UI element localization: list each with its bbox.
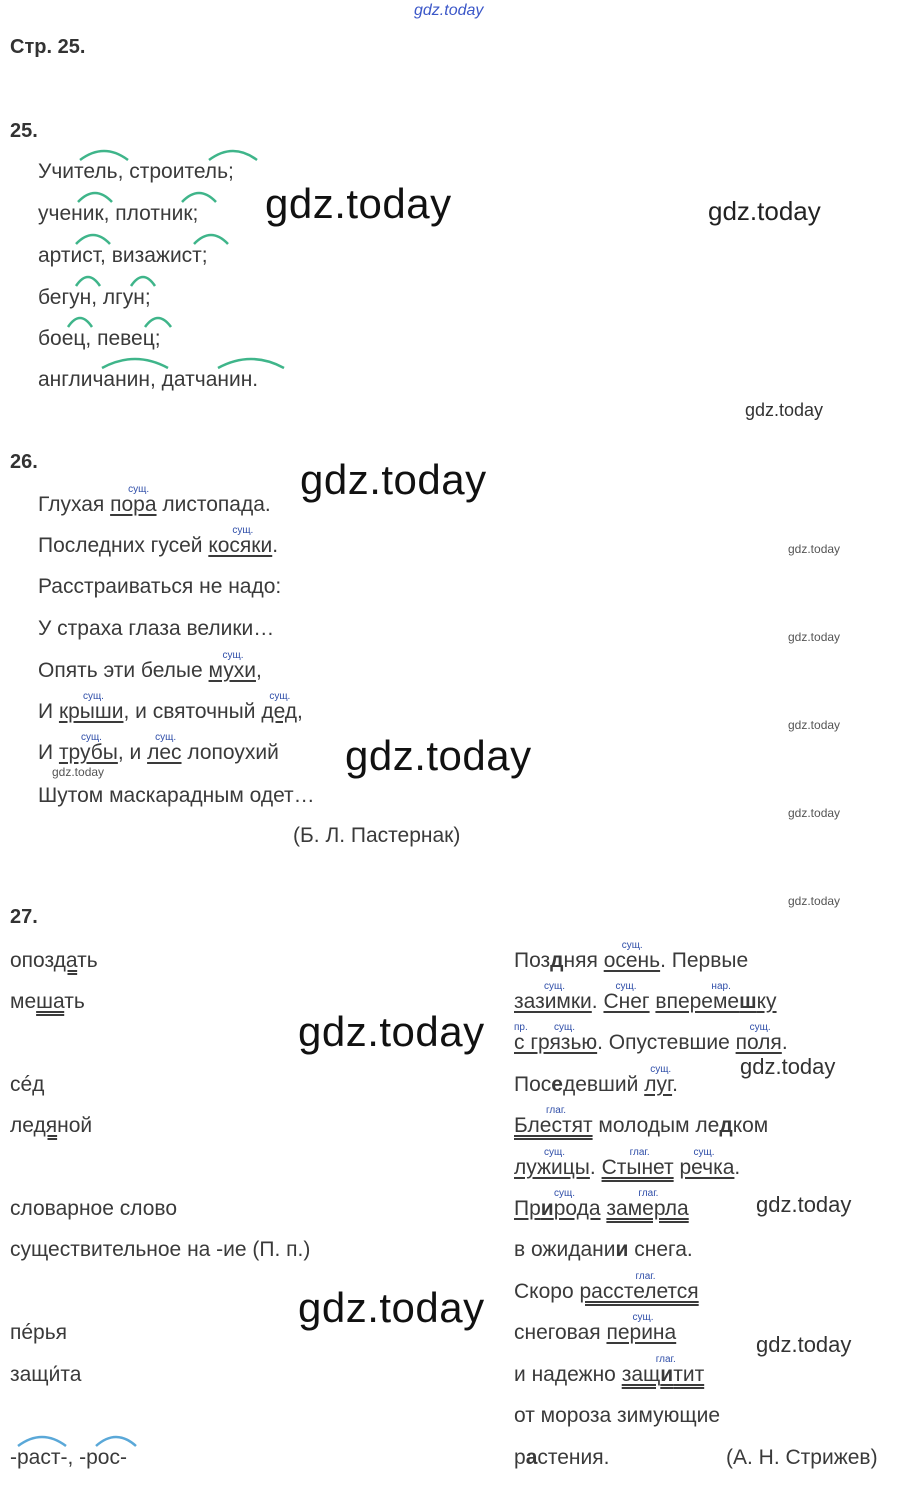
noun-tag: сущ. [621, 940, 643, 951]
text: и надежно [514, 1363, 622, 1386]
marked-letters: да [53, 949, 78, 972]
word: с грязью [514, 1031, 598, 1054]
text: . [672, 1073, 678, 1096]
noun-word [606, 1312, 677, 1344]
noun-word [514, 1147, 590, 1179]
bold-letter: д [719, 1114, 733, 1137]
noun-tag: сущ. [554, 1022, 576, 1033]
text: , и святочный [123, 700, 262, 723]
word: Блестят [514, 1114, 593, 1137]
poem-line: У страха глаза велики… [38, 617, 275, 640]
author: (А. Н. Стрижев) [726, 1446, 878, 1469]
noun-word [58, 732, 118, 764]
top-watermark: gdz.today [414, 2, 484, 19]
ex25-line: ученик, плотник; [38, 202, 199, 225]
suffix-arc-mark [207, 146, 259, 162]
adverb-tag: нар. [711, 981, 731, 992]
bold-letter: а [525, 1446, 538, 1469]
text-line [514, 1188, 689, 1223]
exercise-number: 26. [10, 451, 38, 473]
suffix-arc-mark [100, 354, 170, 370]
watermark: gdz.today [345, 732, 532, 779]
suffix-arc-mark [143, 313, 173, 329]
watermark: gdz.today [745, 400, 824, 420]
text: опоз [10, 949, 54, 972]
poem-line: Шутом маскарадным одет… [38, 784, 315, 807]
text: ной [57, 1114, 93, 1137]
text-line [514, 940, 749, 975]
prep-noun-phrase [514, 1022, 598, 1054]
noun-tag: сущ. [269, 691, 291, 702]
exercise-number: 25. [10, 120, 38, 142]
text: ком [732, 1114, 769, 1137]
verb-tag: глаг. [635, 1271, 656, 1282]
verb-word [514, 1105, 593, 1137]
watermark: gdz.today [788, 718, 841, 732]
note: словарное слово [10, 1197, 178, 1220]
noun-tag: сущ. [650, 1064, 672, 1075]
noun-word [110, 484, 157, 516]
suffix-arc-mark [192, 230, 230, 246]
text: , [255, 659, 262, 682]
poem-line [38, 732, 279, 767]
text-line [514, 1064, 678, 1099]
text: . [734, 1156, 741, 1179]
word: Стынет [601, 1156, 674, 1179]
noun-word [679, 1147, 735, 1179]
note: существительное на -ие (П. п.) [10, 1238, 311, 1261]
noun-word [514, 1188, 601, 1220]
noun-tag: сущ. [615, 981, 637, 992]
word: трубы [58, 741, 118, 764]
root-arc-mark [94, 1432, 138, 1448]
suffix-arc-mark [66, 313, 94, 329]
verb-tag: глаг. [655, 1354, 676, 1365]
watermark: gdz.today [298, 1284, 485, 1331]
vocab-word [10, 988, 85, 1016]
noun-tag: сущ. [222, 650, 244, 661]
suffix-arc-mark [74, 230, 112, 246]
text-line [514, 1354, 705, 1389]
watermark: gdz.today [300, 456, 487, 503]
root-pair: -раст-, -рос- [10, 1446, 127, 1469]
suffix-arc-mark [74, 272, 102, 288]
verb-word [606, 1188, 689, 1220]
noun-word [514, 981, 592, 1013]
word: осень [603, 949, 661, 972]
text: Опять эти белые [38, 659, 209, 682]
text: стения. [537, 1446, 610, 1469]
text: Поз [514, 949, 551, 972]
text: И [38, 700, 59, 723]
suffix-arc-mark [129, 272, 157, 288]
text: Глухая [38, 493, 111, 516]
word: крыши [58, 700, 124, 723]
text-line [514, 981, 777, 1016]
text: , [297, 700, 303, 723]
text: снеговая [514, 1321, 607, 1344]
text: . Первые [660, 949, 749, 972]
verb-tag: глаг. [638, 1188, 659, 1199]
text: молодым ле [592, 1114, 720, 1137]
text-line [514, 1444, 609, 1472]
author: (Б. Л. Пастернак) [293, 824, 461, 847]
text: р [514, 1446, 526, 1469]
watermark: gdz.today [756, 1192, 852, 1217]
text-line [514, 1236, 693, 1264]
noun-tag: сущ. [128, 484, 150, 495]
watermark: gdz.today [740, 1054, 836, 1079]
text: . Опустевшие [597, 1031, 736, 1054]
noun-tag: сущ. [632, 1312, 654, 1323]
word: перина [606, 1321, 677, 1344]
noun-word [147, 732, 182, 764]
prep-tag: пр. [514, 1022, 528, 1033]
noun-tag: сущ. [232, 525, 254, 536]
word: тит [673, 1363, 705, 1386]
word: луг [644, 1073, 673, 1096]
word: расстелется [579, 1280, 699, 1303]
ex25-line: боец, певец; [38, 327, 161, 350]
text-line [514, 1022, 788, 1057]
word: лужицы [514, 1156, 590, 1179]
word: поля [735, 1031, 782, 1054]
watermark: gdz.today [788, 894, 841, 908]
noun-word [603, 940, 661, 972]
text: . [591, 990, 604, 1013]
vocab-word [10, 1112, 92, 1140]
poem-line [38, 525, 279, 560]
exercise-number: 27. [10, 906, 38, 928]
verb-tag: глаг. [629, 1147, 650, 1158]
poem-line [38, 650, 262, 685]
root-arc-mark [16, 1432, 68, 1448]
marked-letters: ша [36, 990, 65, 1013]
verb-tag: глаг. [546, 1105, 567, 1116]
poem-line [38, 484, 271, 519]
bold-letter: и [615, 1238, 629, 1261]
suffix-arc-mark [76, 188, 114, 204]
watermark: gdz.today [52, 765, 105, 779]
watermark: gdz.today [788, 542, 841, 556]
poem-line: Расстраиваться не надо: [38, 575, 282, 598]
text-line [514, 1271, 699, 1306]
bold-letter: и [660, 1363, 674, 1386]
text: в ожидани [514, 1238, 616, 1261]
noun-word [603, 981, 650, 1013]
noun-tag: сущ. [554, 1188, 576, 1199]
vocab-word: защи́та [10, 1363, 82, 1386]
ex25-line: англичанин, датчанин. [38, 368, 259, 391]
text: . [589, 1156, 602, 1179]
vocab-word [10, 947, 98, 975]
word: речка [679, 1156, 735, 1179]
word: защ [621, 1363, 661, 1386]
word: замерла [606, 1197, 689, 1220]
text-line [514, 1105, 769, 1140]
noun-word [261, 691, 298, 723]
noun-tag: сущ. [544, 981, 566, 992]
watermark: gdz.today [298, 1008, 485, 1055]
text: ть [64, 990, 85, 1013]
noun-word [208, 650, 256, 682]
bold-letter: д [550, 949, 564, 972]
text-line: от мороза зимующие [514, 1404, 721, 1427]
bold-letter: ш [739, 990, 757, 1013]
word: ку [756, 990, 777, 1013]
noun-tag: сущ. [80, 732, 102, 743]
word: мухи [208, 659, 256, 682]
poem-line [38, 691, 303, 726]
watermark: gdz.today [788, 806, 841, 820]
text: Пос [514, 1073, 552, 1096]
word: пора [110, 493, 157, 516]
text: Скоро [514, 1280, 580, 1303]
watermark: gdz.today [265, 180, 452, 227]
suffix-arc-mark [180, 188, 218, 204]
noun-word [644, 1064, 673, 1096]
text-line [514, 1312, 677, 1347]
text: . [272, 534, 279, 557]
word: зазимки [514, 990, 592, 1013]
text: . [781, 1031, 788, 1054]
text: ть [77, 949, 98, 972]
watermark: gdz.today [756, 1332, 852, 1357]
word: рода [553, 1197, 601, 1220]
text: Последних гусей [38, 534, 209, 557]
ex25-line: бегун, лгун; [38, 286, 151, 309]
text: , и [117, 741, 148, 764]
marked-letters: дя [33, 1114, 58, 1137]
verb-word [621, 1354, 705, 1386]
noun-word [208, 525, 273, 557]
noun-tag: сущ. [749, 1022, 771, 1033]
word: Пр [514, 1197, 541, 1220]
word: Снег [603, 990, 650, 1013]
text: ме [10, 990, 37, 1013]
text: няя [563, 949, 604, 972]
text: снега. [628, 1238, 693, 1261]
word: лес [147, 741, 182, 764]
bold-letter: е [551, 1073, 563, 1096]
ex25-line: Учитель, строитель; [38, 160, 234, 183]
noun-tag: сущ. [155, 732, 177, 743]
verb-word [601, 1147, 674, 1179]
adverb-word [655, 981, 777, 1013]
watermark: gdz.today [708, 196, 821, 226]
noun-word [735, 1022, 782, 1054]
word: дед [261, 700, 298, 723]
noun-tag: сущ. [82, 691, 104, 702]
noun-word [58, 691, 124, 723]
vocab-word: пéрья [10, 1321, 68, 1344]
text: лопоухий [181, 741, 279, 764]
text-line [514, 1147, 741, 1182]
watermark: gdz.today [788, 630, 841, 644]
suffix-arc-mark [216, 354, 286, 370]
bold-letter: и [540, 1197, 554, 1220]
noun-tag: сущ. [544, 1147, 566, 1158]
suffix-arc-mark [78, 146, 130, 162]
text: ле [10, 1114, 34, 1137]
verb-word [579, 1271, 699, 1303]
text: И [38, 741, 59, 764]
vocab-word: сéд [10, 1073, 45, 1096]
word: косяки [208, 534, 273, 557]
text: девший [562, 1073, 645, 1096]
ex25-line: артист, визажист; [38, 244, 208, 267]
page-reference: Стр. 25. [10, 36, 86, 58]
noun-tag: сущ. [693, 1147, 715, 1158]
word: впереме [655, 990, 740, 1013]
text: листопада. [156, 493, 271, 516]
